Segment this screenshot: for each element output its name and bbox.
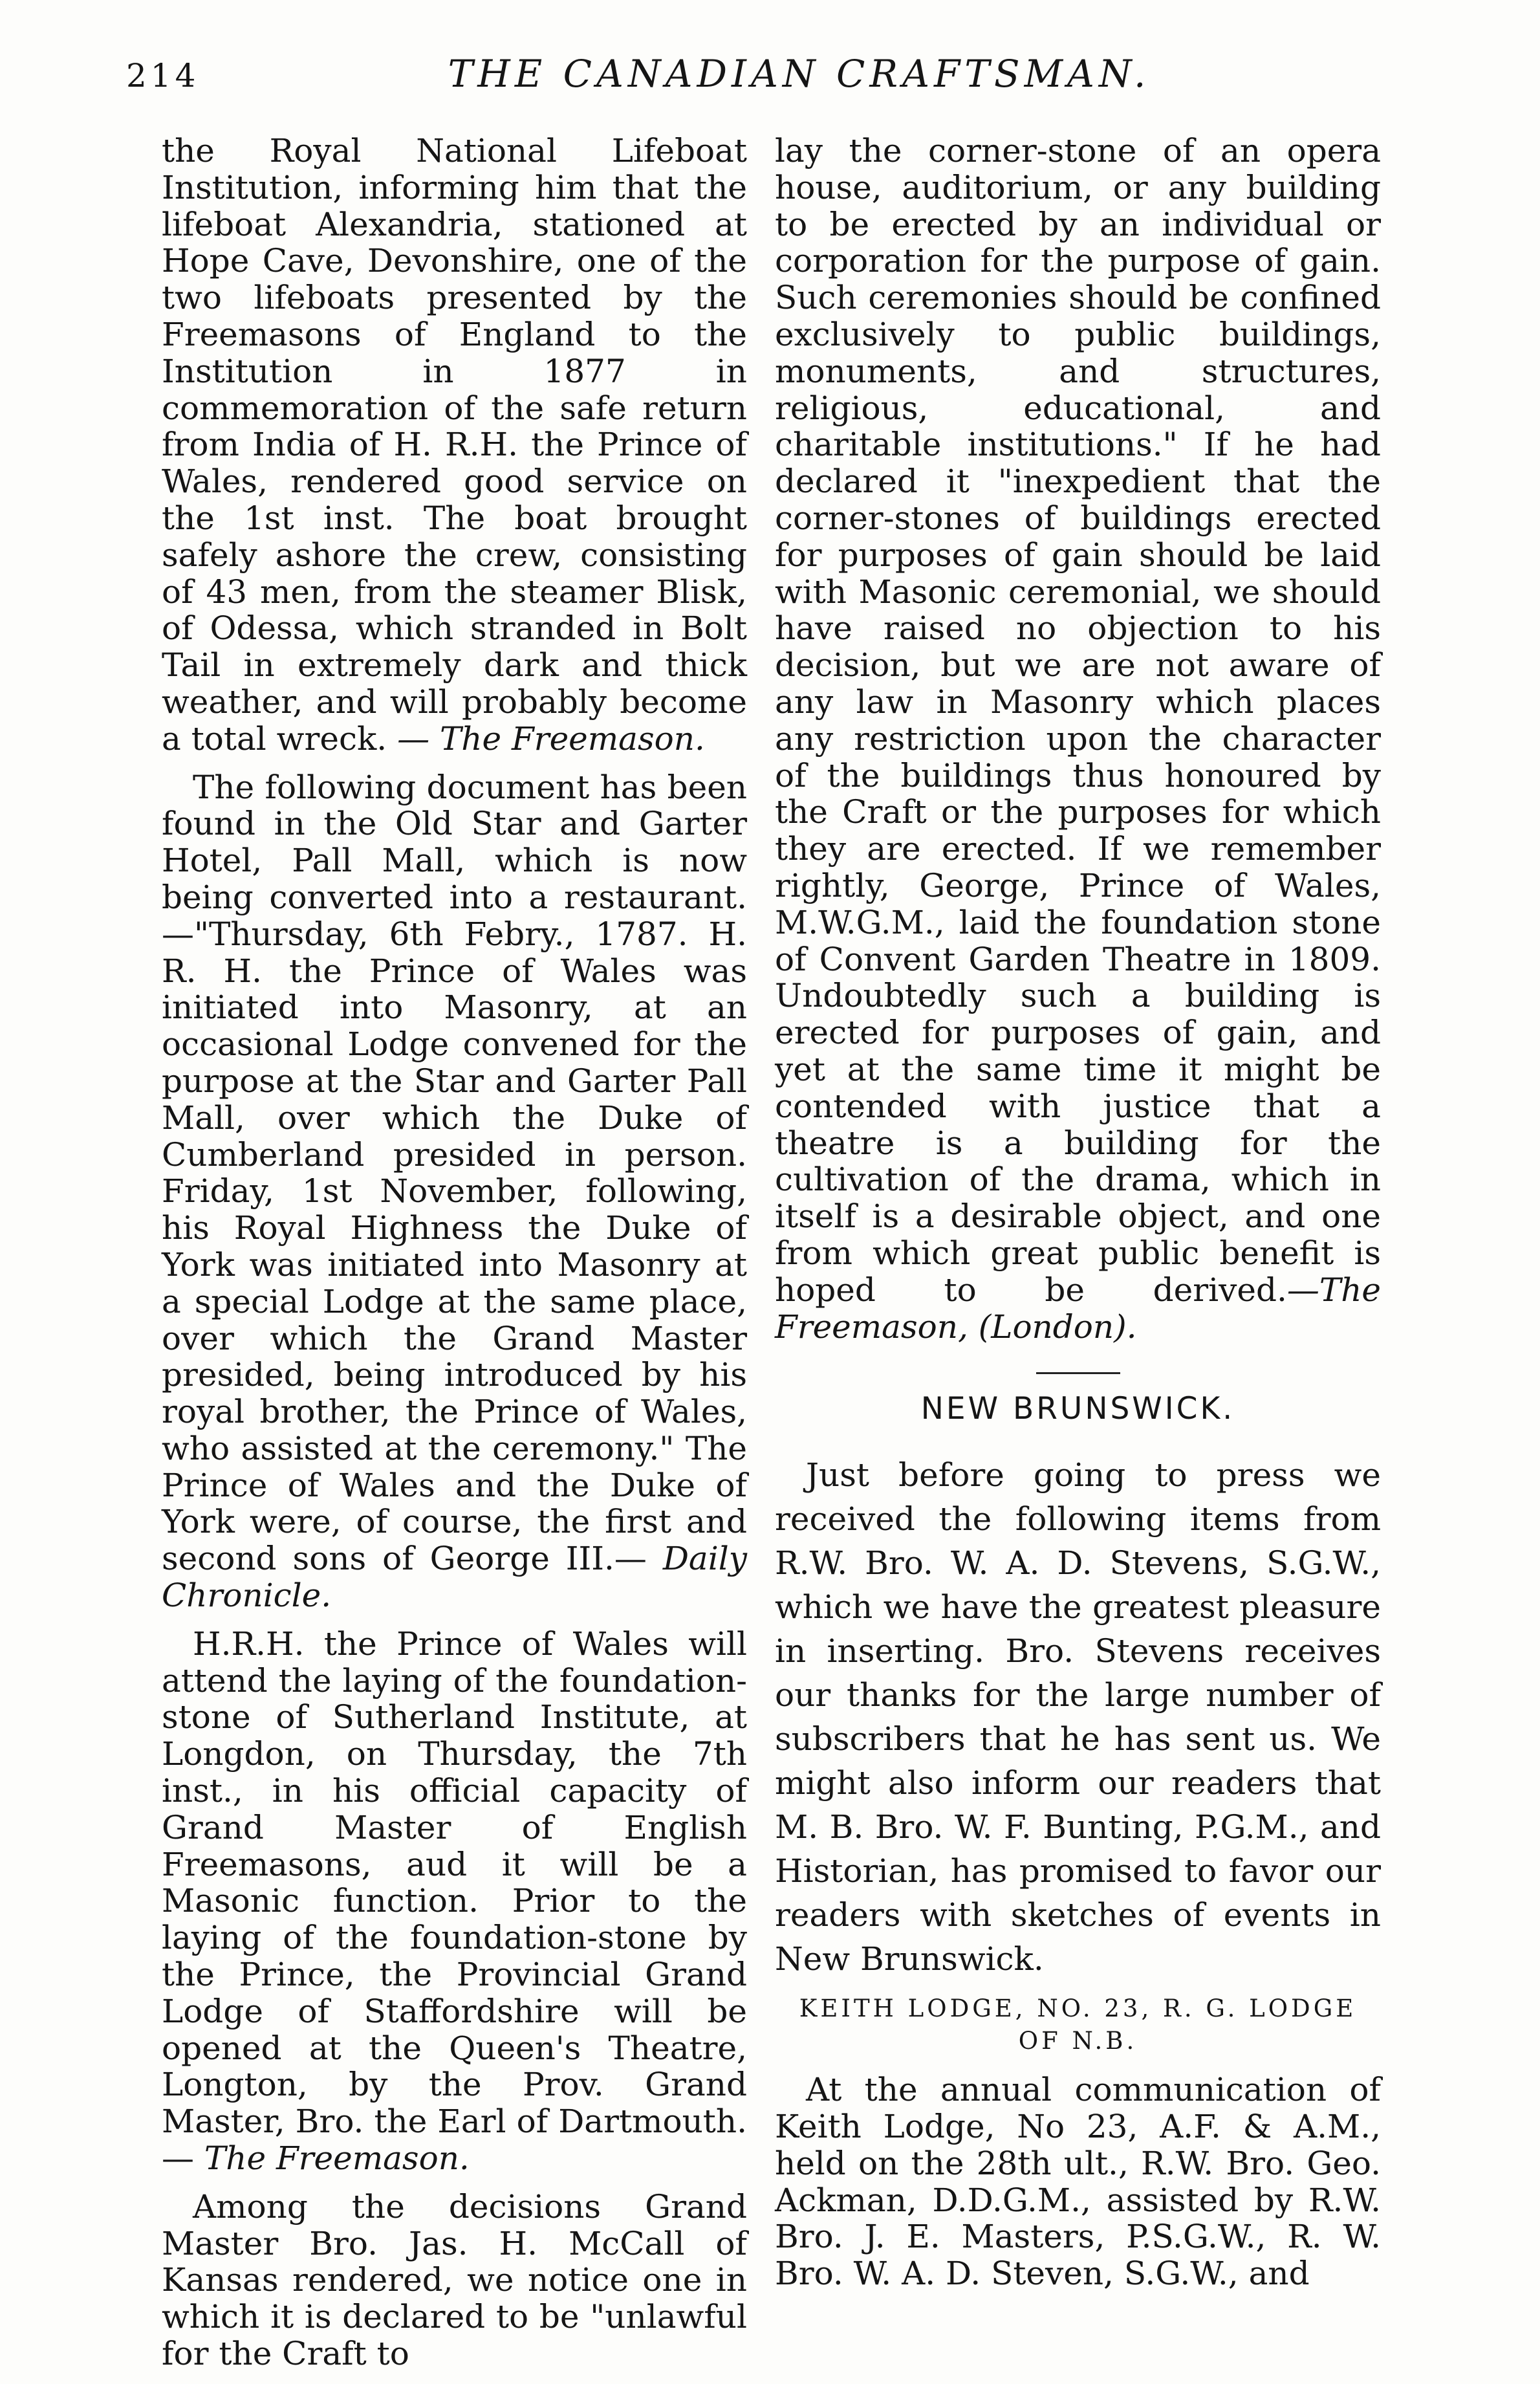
lifeboat-paragraph [162, 133, 747, 758]
mccall-paragraph [162, 2189, 747, 2372]
paragraph-text: The following document has been found in the Old Star and Garter Hotel, Pall Mall, which is now being converted into a restaurant.—"Thursday, 6th Febry., 1787. H. R. H. the Prince of Wales was initiated into Masonry, at an occasional Lodge convened for the purpose at the Star and Garter Pall Mall, over which the Duke of Cumberland presided in person. Friday, 1st November, following, his Royal Highness the Duke of York was initiated into Masonry at a special Lodge at the same place, over which the Grand Master presided, being introduced by his royal brother, the Prince of Wales, who assisted at the ceremony." The Prince of Wales and the Duke of York were, of course, the first and second sons of George III.— [162, 768, 747, 1578]
paragraph-text: the Royal National Lifeboat Institution, informing him that the lifeboat Alexandria, stationed at Hope Cave, Devonshire, one of the two lifeboats presented by the Freemasons of England to the Institution in 1877 in commemoration of the safe return from India of H. R.H. the Prince of Wales, rendered good service on the 1st inst. The boat brought safely ashore the crew, consisting of 43 men, from the steamer Blisk, of Odessa, which stranded in Bolt Tail in extremely dark and thick weather, and will probably become a total wreck. [162, 132, 747, 758]
source-citation: The Freemason. [204, 2139, 470, 2178]
continued-paragraph [775, 133, 1381, 1345]
section-heading: NEW BRUNSWICK. [920, 1391, 1235, 1427]
paragraph-text: lay the corner-stone of an opera house, auditorium, or any building to be erected by an individual or corporation for the purpose of gain. Such ceremonies should be confined exclusively to public buildings, monuments, and structures, religious, educational, and charitable institutions." If he had declared it "inexpedient that the corner-stones of buildings erected for purposes of gain should be laid with Masonic ceremonial, we should have raised no objection to his decision, but we are not aware of any law in Masonry which places any restriction upon the character of the buildings thus honoured by the Craft or the purposes for which they are erected. If we remember rightly, George, Prince of Wales, M.W.G.M., laid the foundation stone of Convent Garden Theatre in 1809. Undoubtedly such a building is erected for purposes of gain, and yet at the same time it might be contended with justice that a theatre is a building for the cultivation of the drama, which in itself is a desirable object, and one from which great public benefit is hoped to be derived. [775, 132, 1381, 1309]
paragraph-text: H.R.H. the Prince of Wales will attend the laying of the foundation-stone of Sutherland Institute, at Longdon, on Thursday, the 7th inst., in his official capacity of Grand Master of English Freemasons, aud it will be a Masonic function. Prior to the laying of the foundation-stone by the Prince, the Provincial Grand Lodge of Staffordshire will be opened at the Queen's Theatre, Longton, by the Prov. Grand Master, Bro. the Earl of Dartmouth.— [162, 1624, 747, 2178]
source-citation: —The Freemason, (London). [775, 1271, 1381, 1346]
source-citation: Daily Chronicle. [162, 1540, 747, 1615]
lodge-subheading: KEITH LODGE, NO. 23, R. G. LODGE OF N.B. [799, 1995, 1357, 2055]
sutherland-paragraph [162, 1626, 747, 2177]
page-number: 214 [126, 57, 200, 94]
right-column [775, 133, 1381, 2304]
running-title: THE CANADIAN CRAFTSMAN. [448, 52, 1151, 96]
keith-lodge-paragraph: At the annual communication of Keith Lodge, No 23, A.F. & A.M., held on the 28th ult., R.W. Bro. Geo. Ackman, D.D.G.M., assisted by R.W. Bro. J. E. Masters, P.S.G.W., R. W. Bro. W. A. D. Steven, S.G.W., and [775, 2071, 1381, 2293]
left-column [162, 133, 747, 2384]
new-brunswick-intro: Just before going to press we received the following items from R.W. Bro. W. A. D. Stevens, S.G.W., which we have the greatest pleasure in inserting. Bro. Stevens receives our thanks for the large number of subscribers that he has sent us. We might also inform our readers that M. B. Bro. W. F. Bunting, P.G.M., and Historian, has promised to favor our readers with sketches of events in New Brunswick. [775, 1456, 1381, 1978]
document-paragraph [162, 769, 747, 1614]
source-citation: — The Freemason. [387, 719, 705, 758]
section-divider [1036, 1372, 1120, 1374]
paragraph-text: Among the decisions Grand Master Bro. Jas. H. McCall of Kansas rendered, we notice one in which it is declared to be "unlawful for the Craft to [162, 2187, 747, 2373]
